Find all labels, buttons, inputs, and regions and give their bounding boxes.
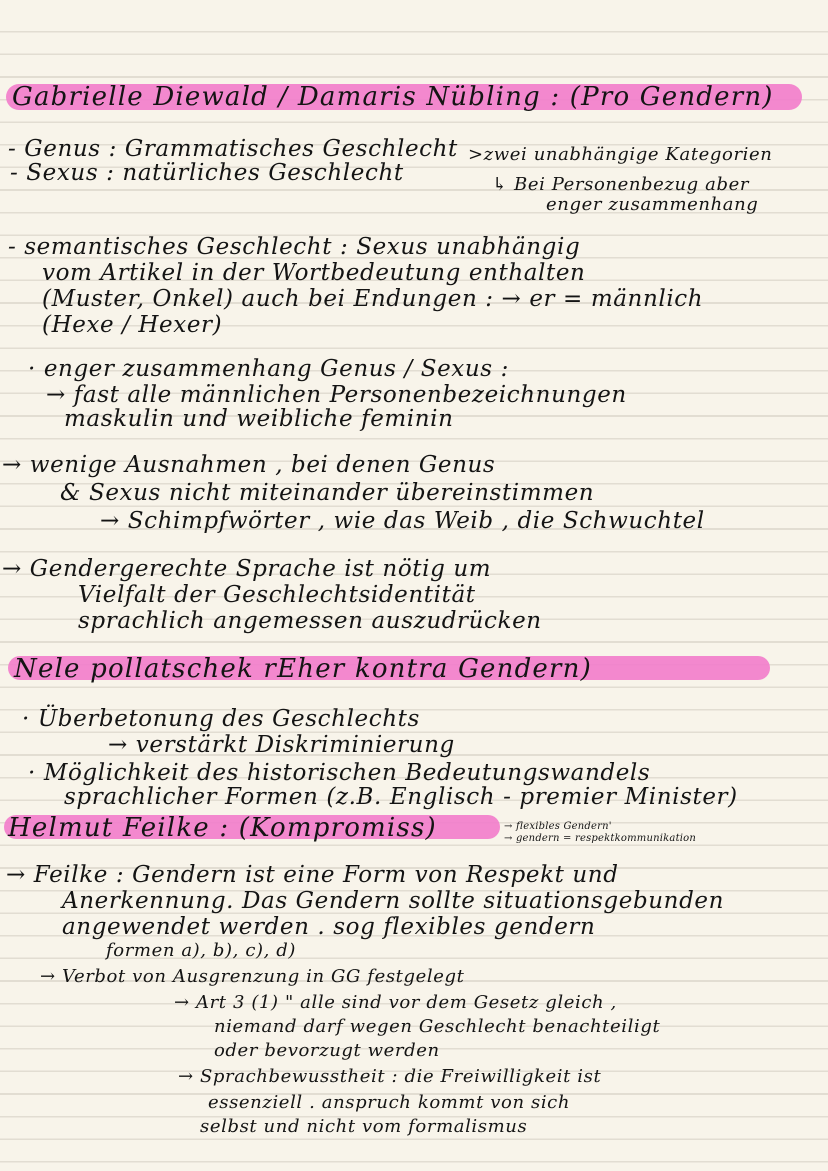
note-line: vom Artikel in der Wortbedeutung enthalten [42,260,586,286]
note-line: → fast alle männlichen Personenbezeichnungen [46,382,627,408]
note-line: angewendet werden . sog flexibles gendern [62,914,596,940]
note-line: enger zusammenhang [546,194,759,215]
note-line: · Überbetonung des Geschlechts [22,706,420,732]
note-line: essenziell . anspruch kommt von sich [208,1092,571,1113]
heading-kontra-gendern: Nele pollatschek rEher kontra Gendern) [14,654,592,684]
note-line: (Muster, Onkel) auch bei Endungen : → er = männlich [42,286,704,312]
note-line: - Genus : Grammatisches Geschlecht [8,136,458,162]
heading-kompromiss: Helmut Feilke : (Kompromiss) [8,813,437,843]
note-line: Anerkennung. Das Gendern sollte situationsgebunden [62,888,725,914]
note-line: - Sexus : natürliches Geschlecht [10,160,404,186]
note-line: maskulin und weibliche feminin [64,406,454,432]
note-line: ↳ Bei Personenbezug aber [492,174,750,195]
note-line: - semantisches Geschlecht : Sexus unabhängig [8,234,581,260]
heading-pro-gendern: Gabrielle Diewald / Damaris Nübling : (Pro Gendern) [12,82,774,112]
note-line: (Hexe / Hexer) [42,312,223,338]
note-line: niemand darf wegen Geschlecht benachteiligt [214,1016,661,1037]
note-line: & Sexus nicht miteinander übereinstimmen [60,480,595,506]
note-line: → Art 3 (1) " alle sind vor dem Gesetz gleich , [174,992,617,1013]
note-line: formen a), b), c), d) [106,940,297,961]
note-line: → wenige Ausnahmen , bei denen Genus [2,452,496,478]
note-line: → Gendergerechte Sprache ist nötig um [2,556,492,582]
note-line: sprachlich angemessen auszudrücken [78,608,542,634]
note-line: → Sprachbewusstheit : die Freiwilligkeit ist [178,1066,602,1087]
note-line: · Möglichkeit des historischen Bedeutungswandels [28,760,651,786]
note-line: → verstärkt Diskriminierung [108,732,455,758]
note-line: → Schimpfwörter , wie das Weib , die Schwuchtel [100,508,705,534]
note-line: · enger zusammenhang Genus / Sexus : [28,356,509,382]
note-line: → Verbot von Ausgrenzung in GG festgelegt [40,966,465,987]
note-line: sprachlicher Formen (z.B. Englisch - premier Minister) [64,784,738,810]
note-line: → Feilke : Gendern ist eine Form von Respekt und [6,862,619,888]
side-note: → flexibles Gendern' [504,821,612,832]
note-line: >zwei unabhängige Kategorien [468,144,773,165]
note-line: oder bevorzugt werden [214,1040,440,1061]
side-note: → gendern = respektkommunikation [504,833,697,844]
note-line: selbst und nicht vom formalismus [200,1116,528,1137]
note-line: Vielfalt der Geschlechtsidentität [78,582,476,608]
